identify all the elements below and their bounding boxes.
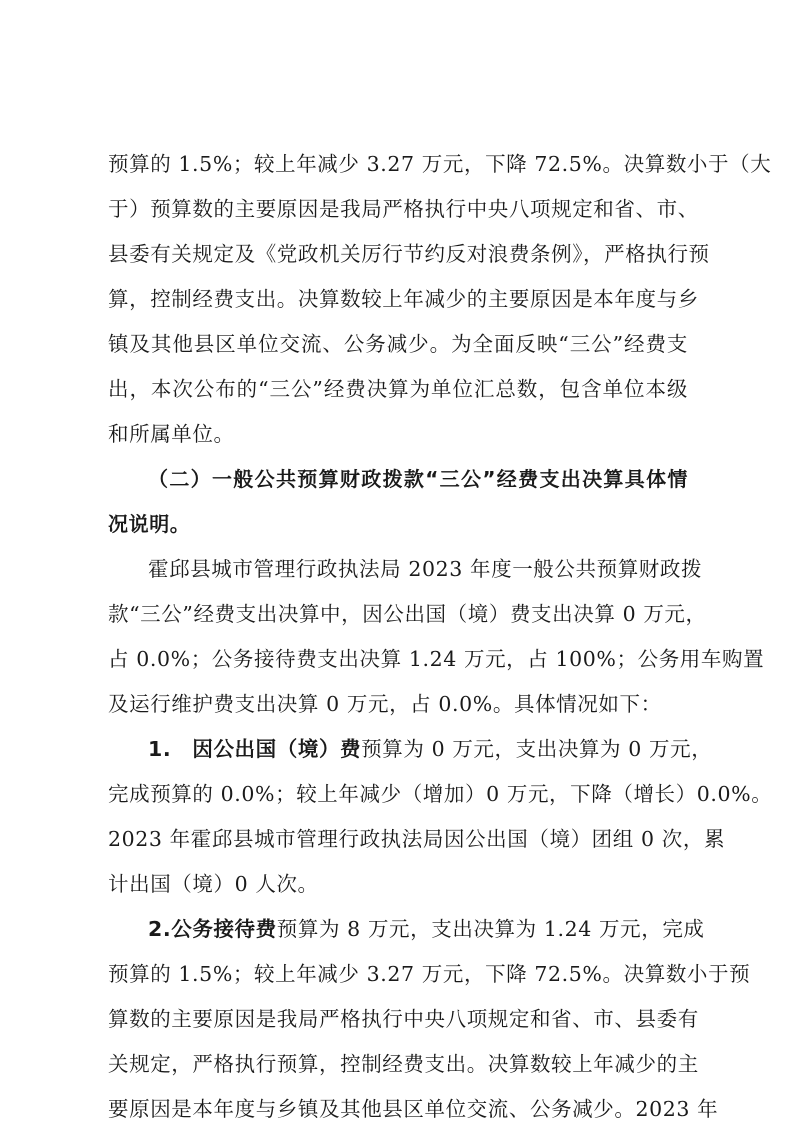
paragraph-line: 2023 年霍邱县城市管理行政执法局因公出国（境）团组 0 次，累 xyxy=(108,827,726,851)
item-label: 1. 因公出国（境）费 xyxy=(148,737,362,761)
paragraph-line: 计出国（境）0 人次。 xyxy=(108,872,319,896)
paragraph-line: 及运行维护费支出决算 0 万元，占 0.0%。具体情况如下： xyxy=(108,692,662,716)
item-label: 2.公务接待费 xyxy=(148,917,277,941)
paragraph-line: 关规定，严格执行预算，控制经费支出。决算数较上年减少的主 xyxy=(108,1052,699,1076)
paragraph-line: 和所属单位。 xyxy=(108,422,235,446)
paragraph-line: 算数的主要原因是我局严格执行中央八项规定和省、市、县委有 xyxy=(108,1007,699,1031)
paragraph-line: 要原因是本年度与乡镇及其他县区单位交流、公务减少。2023 年 xyxy=(108,1097,719,1121)
paragraph-line: 县委有关规定及《党政机关厉行节约反对浪费条例》，严格执行预 xyxy=(108,242,710,266)
heading-line: 况说明。 xyxy=(108,512,191,536)
paragraph-line: 于）预算数的主要原因是我局严格执行中央八项规定和省、市、 xyxy=(108,197,699,221)
paragraph-line: 完成预算的 0.0%；较上年减少（增加）0 万元，下降（增长）0.0%。 xyxy=(108,782,773,806)
paragraph-line: 出，本次公布的“三公”经费决算为单位汇总数，包含单位本级 xyxy=(108,377,688,401)
item-first-line xyxy=(148,907,705,951)
item-first-line xyxy=(148,727,713,771)
paragraph-line: 占 0.0%；公务接待费支出决算 1.24 万元，占 100%；公务用车购置 xyxy=(108,647,765,671)
item-text: 预算为 0 万元，支出决算为 0 万元， xyxy=(361,737,713,761)
paragraph-line: 款“三公”经费支出决算中，因公出国（境）费支出决算 0 万元， xyxy=(108,602,707,626)
paragraph-line: 预算的 1.5%；较上年减少 3.27 万元，下降 72.5%。决算数小于（大 xyxy=(108,152,772,176)
paragraph-line: 预算的 1.5%；较上年减少 3.27 万元，下降 72.5%。决算数小于预 xyxy=(108,962,751,986)
paragraph-line: 算，控制经费支出。决算数较上年减少的主要原因是本年度与乡 xyxy=(108,287,699,311)
paragraph-line: 镇及其他县区单位交流、公务减少。为全面反映“三公”经费支 xyxy=(108,332,688,356)
item-text: 预算为 8 万元，支出决算为 1.24 万元，完成 xyxy=(276,917,705,941)
paragraph-line: 霍邱县城市管理行政执法局 2023 年度一般公共预算财政拨 xyxy=(148,557,703,581)
heading-line: （二）一般公共预算财政拨款“三公”经费支出决算具体情 xyxy=(148,467,688,491)
